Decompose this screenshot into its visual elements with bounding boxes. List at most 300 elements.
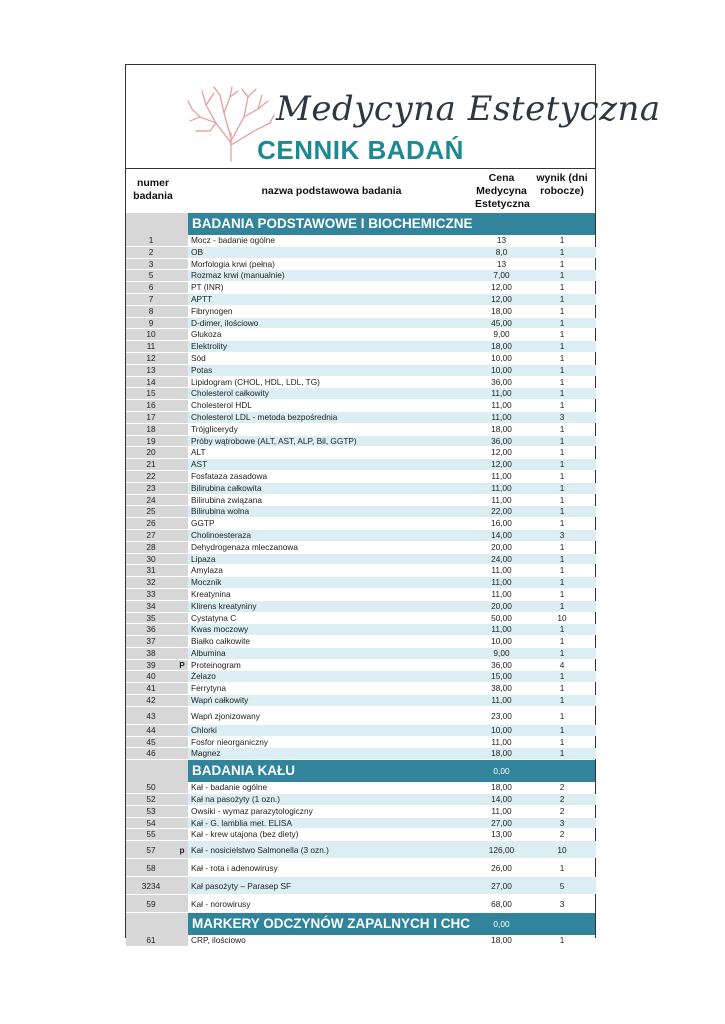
exam-number: 45 bbox=[126, 737, 176, 748]
exam-number: 5 bbox=[126, 270, 176, 281]
exam-days: 1 bbox=[528, 483, 596, 494]
table-row bbox=[126, 725, 595, 737]
exam-days: 1 bbox=[528, 459, 596, 470]
exam-price: 50,00 bbox=[491, 612, 512, 623]
exam-name: Kwas moczowy bbox=[188, 624, 475, 635]
column-header-price: Cena Medycyna Estetyczna bbox=[475, 172, 530, 210]
exam-name: Cholesterol całkowity bbox=[188, 388, 475, 399]
exam-name: Sód bbox=[191, 352, 206, 363]
exam-name: PT (INR) bbox=[191, 282, 224, 293]
exam-name: Trójglicerydy bbox=[191, 423, 238, 434]
table-row bbox=[126, 365, 595, 377]
exam-marker bbox=[176, 506, 188, 517]
table-row bbox=[126, 671, 595, 683]
exam-days: 2 bbox=[559, 829, 565, 840]
exam-marker bbox=[176, 318, 188, 329]
exam-number: 7 bbox=[126, 294, 176, 305]
exam-number: 18 bbox=[126, 424, 176, 435]
exam-price: 14,00 bbox=[475, 530, 528, 541]
exam-number: 10 bbox=[126, 329, 176, 340]
exam-name: Próby wątrobowe (ALT, AST, ALP, Bil, GGTP) bbox=[188, 436, 475, 447]
exam-days: 1 bbox=[559, 329, 565, 340]
table-row bbox=[126, 877, 595, 895]
exam-price: 14,00 bbox=[475, 794, 528, 805]
exam-number: 32 bbox=[126, 577, 176, 588]
exam-marker bbox=[176, 648, 188, 659]
exam-number: 46 bbox=[126, 748, 176, 759]
exam-price: 9,00 bbox=[475, 648, 528, 659]
table-row bbox=[126, 329, 595, 341]
exam-number: 24 bbox=[126, 495, 176, 506]
section-price: 0,00 bbox=[493, 919, 510, 930]
exam-price: 27,00 bbox=[475, 818, 528, 829]
exam-number: 13 bbox=[126, 365, 176, 376]
exam-days: 1 bbox=[559, 494, 565, 505]
exam-number: 11 bbox=[126, 341, 176, 352]
exam-days: 1 bbox=[559, 683, 565, 694]
exam-days: 1 bbox=[559, 235, 565, 245]
exam-price: 12,00 bbox=[491, 282, 512, 293]
exam-price: 13,00 bbox=[491, 829, 512, 840]
exam-marker bbox=[176, 353, 188, 364]
exam-price: 10,00 bbox=[491, 636, 512, 647]
exam-marker bbox=[176, 306, 188, 317]
table-row bbox=[126, 624, 595, 636]
exam-name: Białko całkowite bbox=[191, 636, 251, 647]
exam-days: 1 bbox=[528, 247, 596, 258]
exam-name: Kreatynina bbox=[191, 588, 231, 599]
exam-days: 1 bbox=[559, 470, 565, 481]
exam-marker bbox=[176, 707, 188, 724]
exam-marker bbox=[176, 530, 188, 541]
exam-days: 1 bbox=[559, 541, 565, 552]
exam-marker bbox=[176, 436, 188, 447]
exam-number: 12 bbox=[126, 353, 176, 364]
exam-number: 39 bbox=[126, 660, 176, 671]
exam-number: 28 bbox=[126, 542, 176, 553]
exam-marker bbox=[176, 636, 188, 647]
exam-price: 10,00 bbox=[475, 365, 528, 376]
table-row bbox=[126, 613, 595, 625]
exam-marker bbox=[176, 400, 188, 411]
exam-marker bbox=[176, 483, 188, 494]
price-table bbox=[126, 213, 595, 947]
exam-name: Magnez bbox=[188, 748, 475, 759]
exam-price: 18,00 bbox=[491, 305, 512, 316]
exam-days: 1 bbox=[528, 388, 596, 399]
exam-number: 26 bbox=[126, 518, 176, 529]
exam-days: 1 bbox=[528, 624, 596, 635]
exam-marker bbox=[176, 695, 188, 706]
table-row bbox=[126, 424, 595, 436]
table-row bbox=[126, 377, 595, 389]
exam-price: 11,00 bbox=[491, 400, 512, 411]
table-row bbox=[126, 483, 595, 495]
exam-days: 10 bbox=[528, 841, 596, 858]
exam-days: 1 bbox=[559, 565, 565, 576]
exam-price: 11,00 bbox=[475, 695, 528, 706]
exam-number: 37 bbox=[126, 636, 176, 647]
exam-number: 6 bbox=[126, 282, 176, 293]
table-row bbox=[126, 818, 595, 830]
section-title: MARKERY ODCZYNÓW ZAPALNYCH I CHC bbox=[192, 916, 470, 932]
exam-marker bbox=[176, 495, 188, 506]
exam-number: 17 bbox=[126, 412, 176, 423]
exam-days: 1 bbox=[528, 748, 596, 759]
table-row bbox=[126, 259, 595, 271]
exam-name: Żelazo bbox=[188, 671, 475, 682]
exam-price: 27,00 bbox=[475, 877, 528, 894]
exam-days: 1 bbox=[528, 554, 596, 565]
table-row bbox=[126, 270, 595, 282]
exam-name: Kał - badanie ogólne bbox=[191, 782, 268, 793]
exam-marker bbox=[176, 806, 188, 817]
exam-marker bbox=[176, 859, 188, 876]
exam-days: 3 bbox=[528, 412, 596, 423]
table-row bbox=[126, 636, 595, 648]
table-row bbox=[126, 400, 595, 412]
table-row bbox=[126, 495, 595, 507]
exam-marker bbox=[176, 341, 188, 352]
table-row bbox=[126, 565, 595, 577]
column-header-name: nazwa podstawowa badania bbox=[261, 185, 402, 197]
exam-price: 36,00 bbox=[491, 659, 512, 670]
exam-number: 3 bbox=[126, 259, 176, 270]
table-row bbox=[126, 306, 595, 318]
exam-marker bbox=[176, 412, 188, 423]
exam-days: 1 bbox=[559, 736, 565, 747]
exam-name: Kał - G. lamblia met. ELISA bbox=[188, 818, 475, 829]
exam-number: 3234 bbox=[126, 877, 176, 894]
exam-name: Klirens kreatyniny bbox=[188, 601, 475, 612]
exam-marker bbox=[176, 671, 188, 682]
exam-marker bbox=[176, 624, 188, 635]
exam-number: 31 bbox=[126, 565, 176, 576]
section-header bbox=[126, 913, 595, 935]
exam-name: Cholinoesteraza bbox=[188, 530, 475, 541]
table-row bbox=[126, 554, 595, 566]
table-row bbox=[126, 648, 595, 660]
exam-name: AST bbox=[188, 459, 475, 470]
exam-price: 9,00 bbox=[493, 329, 510, 340]
exam-days: 1 bbox=[559, 588, 565, 599]
exam-days: 3 bbox=[528, 530, 596, 541]
table-row bbox=[126, 748, 595, 760]
exam-days: 3 bbox=[559, 899, 565, 910]
exam-name: Proteinogram bbox=[191, 659, 241, 670]
exam-price: 18,00 bbox=[475, 341, 528, 352]
exam-name: APTT bbox=[188, 294, 475, 305]
exam-price: 11,00 bbox=[491, 736, 512, 747]
exam-marker bbox=[176, 447, 188, 458]
exam-days: 1 bbox=[559, 636, 565, 647]
exam-price: 11,00 bbox=[491, 494, 512, 505]
exam-name: Kał na pasożyty (1 ozn.) bbox=[188, 794, 475, 805]
exam-number: 35 bbox=[126, 613, 176, 624]
table-row bbox=[126, 695, 595, 707]
exam-price: 7,00 bbox=[475, 270, 528, 281]
price-sheet bbox=[125, 64, 661, 946]
exam-number: 53 bbox=[126, 806, 176, 817]
table-row bbox=[126, 935, 595, 947]
exam-name: Owsiki - wymaz parazytologiczny bbox=[191, 805, 313, 816]
exam-days: 1 bbox=[528, 294, 596, 305]
exam-days: 1 bbox=[559, 376, 565, 387]
exam-days: 5 bbox=[528, 877, 596, 894]
exam-name: Rozmaz krwi (manualnie) bbox=[188, 270, 475, 281]
exam-name: ALT bbox=[191, 447, 206, 458]
exam-days: 1 bbox=[528, 695, 596, 706]
exam-number: 1 bbox=[126, 235, 176, 246]
exam-days: 1 bbox=[528, 318, 596, 329]
exam-number: 27 bbox=[126, 530, 176, 541]
exam-price: 10,00 bbox=[491, 352, 512, 363]
exam-number: 19 bbox=[126, 436, 176, 447]
section-header bbox=[126, 213, 595, 235]
exam-days: 1 bbox=[559, 258, 565, 269]
exam-marker bbox=[176, 794, 188, 805]
exam-days: 1 bbox=[528, 365, 596, 376]
section-price: 0,00 bbox=[493, 766, 510, 777]
exam-price: 11,00 bbox=[491, 565, 512, 576]
section-title: BADANIA PODSTAWOWE I BIOCHEMICZNE bbox=[192, 216, 473, 231]
exam-days: 1 bbox=[528, 436, 596, 447]
exam-marker bbox=[176, 282, 188, 293]
exam-price: 12,00 bbox=[491, 447, 512, 458]
exam-number: 15 bbox=[126, 388, 176, 399]
exam-number: 36 bbox=[126, 624, 176, 635]
exam-price: 18,00 bbox=[491, 782, 512, 793]
exam-name: Cystatyna C bbox=[191, 612, 237, 623]
exam-name: Lipaza bbox=[188, 554, 475, 565]
column-header-days: wynik (dni robocze) bbox=[536, 172, 588, 197]
exam-name: Cholesterol HDL bbox=[191, 400, 252, 411]
exam-price: 24,00 bbox=[475, 554, 528, 565]
exam-marker bbox=[176, 459, 188, 470]
exam-days: 2 bbox=[559, 782, 565, 793]
table-row bbox=[126, 542, 595, 554]
exam-price: 11,00 bbox=[475, 624, 528, 635]
exam-name: Cholesterol LDL - metoda bezpośrednia bbox=[188, 412, 475, 423]
exam-marker bbox=[176, 377, 188, 388]
exam-name: D-dimer, ilościowo bbox=[188, 318, 475, 329]
exam-days: 1 bbox=[559, 863, 565, 874]
exam-price: 26,00 bbox=[491, 863, 512, 874]
table-row bbox=[126, 318, 595, 330]
table-row bbox=[126, 660, 595, 672]
number-cell bbox=[126, 760, 176, 782]
exam-number: 38 bbox=[126, 648, 176, 659]
exam-price: 11,00 bbox=[475, 483, 528, 494]
exam-price: 11,00 bbox=[475, 388, 528, 399]
exam-marker: p bbox=[176, 841, 188, 858]
exam-price: 20,00 bbox=[491, 541, 512, 552]
exam-number: 59 bbox=[126, 895, 176, 912]
table-row bbox=[126, 841, 595, 859]
number-cell bbox=[126, 913, 176, 935]
table-row bbox=[126, 589, 595, 601]
exam-name: Chlorki bbox=[188, 725, 475, 736]
exam-name: Kał - krew utajona (bez diety) bbox=[191, 829, 299, 840]
table-row bbox=[126, 388, 595, 400]
exam-number: 22 bbox=[126, 471, 176, 482]
exam-days: 1 bbox=[528, 725, 596, 736]
exam-number: 41 bbox=[126, 683, 176, 694]
exam-price: 18,00 bbox=[491, 423, 512, 434]
exam-marker bbox=[176, 589, 188, 600]
exam-marker bbox=[176, 782, 188, 793]
exam-name: Potas bbox=[188, 365, 475, 376]
exam-marker bbox=[176, 601, 188, 612]
exam-number: 44 bbox=[126, 725, 176, 736]
exam-name: Lipidogram (CHOL, HDL, LDL, TG) bbox=[191, 376, 320, 387]
exam-marker bbox=[176, 388, 188, 399]
exam-days: 2 bbox=[528, 794, 596, 805]
table-row bbox=[126, 518, 595, 530]
table-row bbox=[126, 601, 595, 613]
exam-marker bbox=[176, 683, 188, 694]
exam-price: 22,00 bbox=[475, 506, 528, 517]
marker-cell bbox=[176, 760, 188, 782]
section-title: BADANIA KAŁU bbox=[192, 763, 295, 779]
exam-price: 12,00 bbox=[475, 294, 528, 305]
exam-marker bbox=[176, 613, 188, 624]
table-row bbox=[126, 683, 595, 695]
exam-marker bbox=[176, 365, 188, 376]
exam-days: 2 bbox=[559, 805, 565, 816]
exam-name: Mocznik bbox=[188, 577, 475, 588]
exam-number: 20 bbox=[126, 447, 176, 458]
exam-days: 1 bbox=[559, 518, 565, 529]
exam-number: 34 bbox=[126, 601, 176, 612]
exam-price: 10,00 bbox=[475, 725, 528, 736]
exam-number: 14 bbox=[126, 377, 176, 388]
exam-price: 13 bbox=[496, 235, 507, 245]
table-row bbox=[126, 247, 595, 259]
exam-number: 55 bbox=[126, 829, 176, 840]
table-row bbox=[126, 829, 595, 841]
exam-price: 16,00 bbox=[491, 518, 512, 529]
table-row bbox=[126, 577, 595, 589]
table-row bbox=[126, 707, 595, 725]
exam-marker bbox=[176, 818, 188, 829]
exam-days: 1 bbox=[559, 423, 565, 434]
exam-name: Glukoza bbox=[191, 329, 222, 340]
table-row bbox=[126, 282, 595, 294]
brand-name: Medycyna Estetyczna bbox=[276, 89, 661, 129]
table-row bbox=[126, 806, 595, 818]
exam-name: OB bbox=[188, 247, 475, 258]
exam-price: 11,00 bbox=[491, 588, 512, 599]
exam-days: 1 bbox=[528, 671, 596, 682]
exam-price: 11,00 bbox=[475, 577, 528, 588]
exam-name: Bilirubina całkowita bbox=[188, 483, 475, 494]
exam-marker bbox=[176, 424, 188, 435]
exam-days: 1 bbox=[559, 935, 565, 946]
exam-marker bbox=[176, 247, 188, 258]
exam-marker bbox=[176, 542, 188, 553]
marker-cell bbox=[176, 213, 188, 235]
exam-number: 21 bbox=[126, 459, 176, 470]
exam-number: 16 bbox=[126, 400, 176, 411]
exam-marker bbox=[176, 554, 188, 565]
exam-days: 1 bbox=[528, 506, 596, 517]
exam-name: GGTP bbox=[191, 518, 215, 529]
exam-price: 68,00 bbox=[491, 899, 512, 910]
exam-marker bbox=[176, 329, 188, 340]
exam-name: Albumina bbox=[188, 648, 475, 659]
column-header-number: numer badania bbox=[133, 177, 173, 202]
exam-price: 18,00 bbox=[475, 748, 528, 759]
exam-price: 20,00 bbox=[475, 601, 528, 612]
exam-marker bbox=[176, 294, 188, 305]
table-row bbox=[126, 459, 595, 471]
exam-number: 40 bbox=[126, 671, 176, 682]
exam-price: 11,00 bbox=[491, 470, 512, 481]
table-row bbox=[126, 436, 595, 448]
exam-name: Fosfor nieorganiczny bbox=[191, 736, 269, 747]
table-row bbox=[126, 794, 595, 806]
exam-days: 1 bbox=[559, 447, 565, 458]
table-row bbox=[126, 447, 595, 459]
exam-price: 13 bbox=[496, 258, 507, 269]
marker-cell bbox=[176, 913, 188, 935]
exam-number: 50 bbox=[126, 782, 176, 793]
exam-marker bbox=[176, 725, 188, 736]
table-row bbox=[126, 895, 595, 913]
table-row bbox=[126, 294, 595, 306]
table-row bbox=[126, 782, 595, 794]
table-row bbox=[126, 353, 595, 365]
exam-marker: P bbox=[176, 660, 188, 671]
exam-days: 1 bbox=[559, 305, 565, 316]
exam-name: Wapń zjonizowany bbox=[191, 710, 260, 721]
exam-marker bbox=[176, 565, 188, 576]
exam-price: 36,00 bbox=[475, 436, 528, 447]
exam-name: Dehydrogenaza mleczanowa bbox=[191, 541, 299, 552]
exam-number: 25 bbox=[126, 506, 176, 517]
exam-price: 11,00 bbox=[491, 805, 512, 816]
exam-name: CRP, ilościowo bbox=[191, 935, 246, 946]
exam-days: 1 bbox=[559, 352, 565, 363]
exam-price: 15,00 bbox=[475, 671, 528, 682]
exam-marker bbox=[176, 270, 188, 281]
exam-days: 1 bbox=[528, 601, 596, 612]
exam-name: Amylaza bbox=[191, 565, 223, 576]
exam-marker bbox=[176, 471, 188, 482]
page-title: CENNIK BADAŃ bbox=[257, 135, 464, 165]
exam-price: 23,00 bbox=[491, 710, 512, 721]
exam-days: 4 bbox=[559, 659, 565, 670]
exam-name: Mocz - badanie ogólne bbox=[191, 235, 275, 245]
section-header bbox=[126, 760, 595, 782]
exam-days: 1 bbox=[559, 282, 565, 293]
exam-number: 58 bbox=[126, 859, 176, 876]
exam-marker bbox=[176, 259, 188, 270]
exam-name: Elektrolity bbox=[188, 341, 475, 352]
exam-name: Morfologia krwi (pełna) bbox=[191, 258, 275, 269]
table-row bbox=[126, 859, 595, 877]
exam-number: 57 bbox=[126, 841, 176, 858]
table-row bbox=[126, 471, 595, 483]
exam-days: 3 bbox=[528, 818, 596, 829]
exam-marker bbox=[176, 895, 188, 912]
exam-number: 8 bbox=[126, 306, 176, 317]
exam-name: Fibrynogen bbox=[191, 305, 233, 316]
exam-price: 18,00 bbox=[491, 935, 512, 946]
exam-name: Ferrytyna bbox=[191, 683, 227, 694]
exam-number: 52 bbox=[126, 794, 176, 805]
